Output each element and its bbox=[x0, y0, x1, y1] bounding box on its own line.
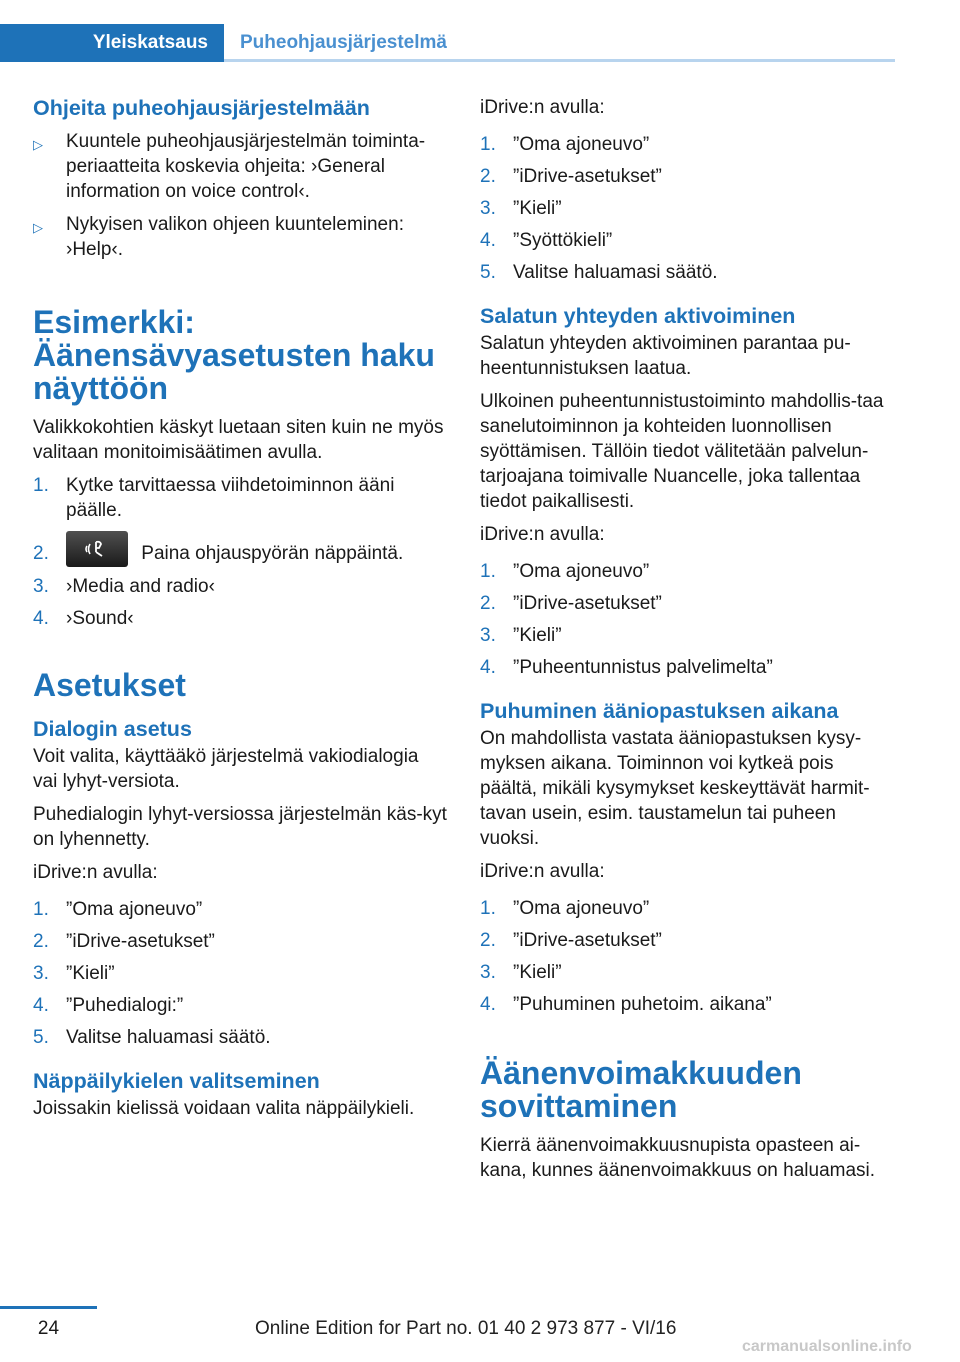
step-text: ”iDrive-asetukset” bbox=[513, 593, 662, 614]
dialog-heading: Dialogin asetus bbox=[33, 717, 192, 741]
step-text: Paina ohjauspyörän näppäintä. bbox=[141, 543, 404, 565]
step-text: ”iDrive-asetukset” bbox=[513, 166, 662, 187]
volume-heading: Äänenvoimakkuuden sovittaminen bbox=[480, 1055, 802, 1124]
step-text: ”iDrive-asetukset” bbox=[66, 931, 215, 952]
list-item bbox=[480, 992, 895, 1017]
list-item bbox=[33, 993, 448, 1018]
step-text: ”Kieli” bbox=[513, 962, 562, 983]
step-number: 5. bbox=[480, 262, 496, 283]
step-text: ”Puhedialogi:” bbox=[66, 995, 184, 1016]
list-item bbox=[33, 541, 448, 567]
speaking-steps bbox=[480, 896, 895, 1017]
encryption-paragraph-2: Ulkoinen puheentunnistustoiminto mahdollis-taa sanelutoiminnon ja kohteiden luonnollisen syöttämisen. Tällöin tiedot välitetään palvelun-tarjoajana toimivalle Nuancelle, joka tallentaa tiedot paikallisesti. bbox=[480, 391, 884, 512]
section-tab-overview[interactable]: Yleiskatsaus bbox=[0, 24, 224, 62]
dialog-paragraph-2: Puhedialogin lyhyt-versiossa järjestelmän käs-kyt on lyhennetty. bbox=[33, 804, 447, 850]
step-text: ”Kieli” bbox=[513, 625, 562, 646]
list-item bbox=[480, 960, 895, 985]
list-item bbox=[480, 896, 895, 921]
step-number: 4. bbox=[480, 230, 496, 251]
step-text: Valitse haluamasi säätö. bbox=[513, 262, 718, 283]
speaking-idrive-label: iDrive:n avulla: bbox=[480, 861, 605, 882]
speaking-paragraph: On mahdollista vastata ääniopastuksen kysy-myksen aikana. Toiminnon voi kytkeä pois päältä, mikäli kysymykset keskeyttävät harmit-tavan usein, esim. taustamelun tai puheen vuoksi. bbox=[480, 728, 870, 849]
step-number: 3. bbox=[480, 198, 496, 219]
step-text: ”Puhuminen puhetoim. aikana” bbox=[513, 994, 772, 1015]
step-number: 4. bbox=[480, 657, 496, 678]
list-item bbox=[33, 897, 448, 922]
step-number: 1. bbox=[480, 898, 496, 919]
list-item bbox=[33, 473, 448, 523]
speaking-heading: Puhuminen ääniopastuksen aikana bbox=[480, 699, 839, 723]
list-item bbox=[33, 129, 448, 204]
left-column bbox=[33, 95, 448, 1129]
keypad-language-paragraph: Joissakin kielissä voidaan valita näppäilykieli. bbox=[33, 1098, 415, 1119]
step-number: 2. bbox=[33, 931, 49, 952]
list-item bbox=[480, 928, 895, 953]
keypad-idrive-label: iDrive:n avulla: bbox=[480, 97, 605, 118]
list-item bbox=[480, 260, 895, 285]
step-number: 1. bbox=[480, 134, 496, 155]
keypad-language-heading: Näppäilykielen valitseminen bbox=[33, 1069, 320, 1093]
list-item bbox=[480, 196, 895, 221]
step-text: ”Syöttökieli” bbox=[513, 230, 613, 251]
dialog-paragraph-1: Voit valita, käyttääkö järjestelmä vakiodialogia vai lyhyt-versiota. bbox=[33, 746, 419, 792]
dialog-steps bbox=[33, 897, 448, 1050]
step-text: Valitse haluamasi säätö. bbox=[66, 1027, 271, 1048]
step-number: 2. bbox=[480, 930, 496, 951]
step-text: ”Oma ajoneuvo” bbox=[513, 134, 650, 155]
step-number: 3. bbox=[480, 962, 496, 983]
step-number: 4. bbox=[480, 994, 496, 1015]
step-number: 1. bbox=[480, 561, 496, 582]
list-item bbox=[480, 164, 895, 189]
step-number: 3. bbox=[33, 576, 49, 597]
step-number: 3. bbox=[480, 625, 496, 646]
voice-control-button-icon bbox=[66, 531, 128, 567]
step-text: ”Oma ajoneuvo” bbox=[513, 898, 650, 919]
step-number: 5. bbox=[33, 1027, 49, 1048]
keypad-steps bbox=[480, 132, 895, 285]
step-text: ›Sound‹ bbox=[66, 608, 134, 629]
example-heading: Esimerkki: Äänensävyasetusten haku näyttöön bbox=[33, 304, 435, 406]
triangle-bullet-icon: ▷ bbox=[33, 137, 43, 152]
step-number: 1. bbox=[33, 475, 49, 496]
step-text: ›Media and radio‹ bbox=[66, 576, 215, 597]
list-item bbox=[33, 929, 448, 954]
encryption-steps bbox=[480, 559, 895, 680]
help-heading: Ohjeita puheohjausjärjestelmään bbox=[33, 96, 370, 120]
list-item bbox=[480, 228, 895, 253]
settings-heading: Asetukset bbox=[33, 667, 186, 703]
step-number: 2. bbox=[480, 593, 496, 614]
step-number: 2. bbox=[33, 543, 49, 564]
list-item bbox=[480, 559, 895, 584]
watermark: carmanualsonline.info bbox=[742, 1338, 912, 1355]
step-number: 4. bbox=[33, 995, 49, 1016]
dialog-idrive-label: iDrive:n avulla: bbox=[33, 862, 158, 883]
example-steps bbox=[33, 473, 448, 631]
step-text: ”Kieli” bbox=[66, 963, 115, 984]
step-number: 2. bbox=[480, 166, 496, 187]
example-intro: Valikkokohtien käskyt luetaan siten kuin ne myös valitaan monitoimisäätimen avulla. bbox=[33, 417, 444, 463]
volume-paragraph: Kierrä äänenvoimakkuusnupista opasteen ai-kana, kunnes äänenvoimakkuus on haluamasi. bbox=[480, 1135, 876, 1181]
right-column bbox=[480, 95, 895, 1191]
list-item bbox=[33, 961, 448, 986]
step-text: ”Kieli” bbox=[513, 198, 562, 219]
list-item bbox=[33, 1025, 448, 1050]
list-item bbox=[480, 132, 895, 157]
list-item bbox=[33, 606, 448, 631]
encryption-heading: Salatun yhteyden aktivoiminen bbox=[480, 304, 796, 328]
list-item bbox=[480, 655, 895, 680]
page-number: 24 bbox=[37, 1318, 60, 1339]
footer-divider bbox=[0, 1306, 97, 1309]
list-item bbox=[480, 591, 895, 616]
help-list bbox=[33, 129, 448, 262]
step-text: Kytke tarvittaessa viihdetoiminnon ääni päälle. bbox=[66, 475, 395, 521]
step-number: 4. bbox=[33, 608, 49, 629]
list-item-text: Kuuntele puheohjausjärjestelmän toiminta-periaatteita koskevia ohjeita: ›General information on voice control‹. bbox=[66, 131, 426, 202]
step-text: ”Oma ajoneuvo” bbox=[66, 899, 203, 920]
edition-text: Online Edition for Part no. 01 40 2 973 877 - VI/16 bbox=[255, 1318, 677, 1339]
encryption-paragraph-1: Salatun yhteyden aktivoiminen parantaa pu-heentunnistuksen laatua. bbox=[480, 333, 851, 379]
step-number: 3. bbox=[33, 963, 49, 984]
section-tab-voice-control[interactable]: Puheohjausjärjestelmä bbox=[240, 32, 447, 53]
header-divider bbox=[224, 59, 895, 62]
step-text: ”iDrive-asetukset” bbox=[513, 930, 662, 951]
step-text: ”Puheentunnistus palvelimelta” bbox=[513, 657, 773, 678]
page-header bbox=[0, 24, 895, 62]
list-item bbox=[33, 212, 448, 262]
triangle-bullet-icon: ▷ bbox=[33, 220, 43, 235]
step-text: ”Oma ajoneuvo” bbox=[513, 561, 650, 582]
step-number: 1. bbox=[33, 899, 49, 920]
encryption-idrive-label: iDrive:n avulla: bbox=[480, 524, 605, 545]
list-item bbox=[33, 574, 448, 599]
list-item bbox=[480, 623, 895, 648]
list-item-text: Nykyisen valikon ohjeen kuunteleminen: ›Help‹. bbox=[66, 214, 404, 260]
